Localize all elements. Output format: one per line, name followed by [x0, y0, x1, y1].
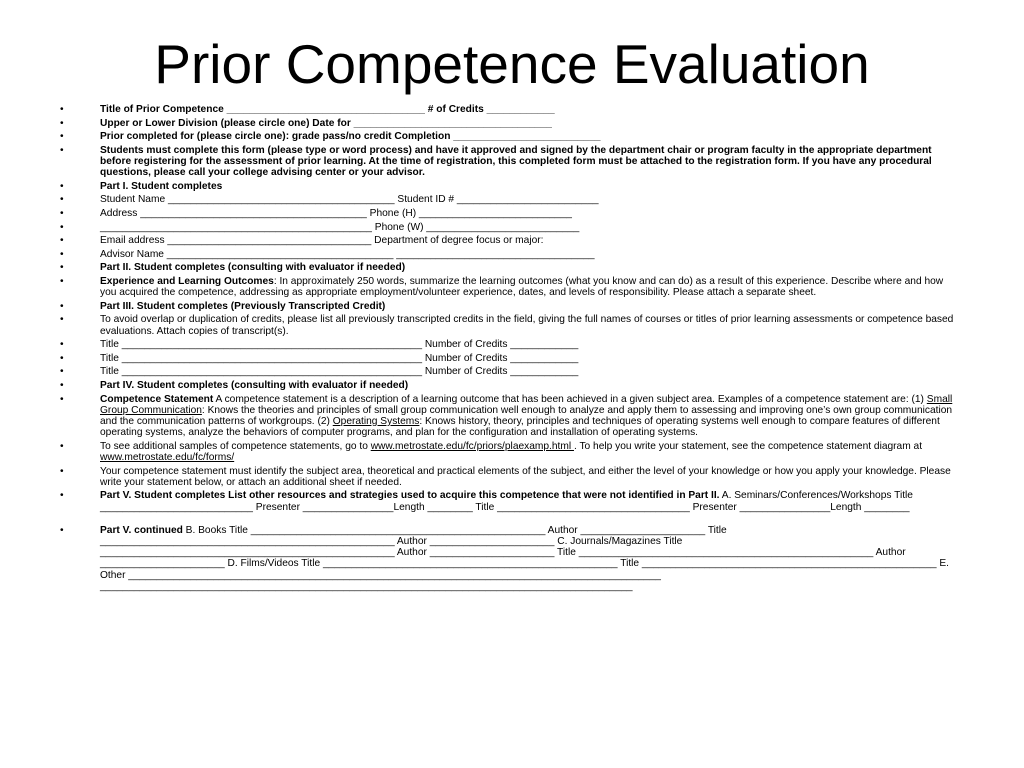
- bullet-marker: •: [60, 262, 64, 274]
- list-item: [60, 118, 962, 129]
- list-item: [60, 314, 962, 336]
- item-text: Title _____________________________________________________ Number of Credits ____________: [100, 352, 579, 364]
- item-heading: Competence Statement: [100, 393, 214, 405]
- list-item: [60, 249, 962, 260]
- list-item: [60, 490, 962, 512]
- item-text: Advisor Name ________________________________________ ___________________________________: [100, 248, 595, 260]
- item-text: Part II. Student completes (consulting with evaluator if needed): [100, 262, 406, 274]
- list-item: [60, 394, 962, 439]
- item-text: : In approximately 250 words, summarize the learning outcomes (what you know and can do) as a result of this experience. Describe where and how you acquired the competence, addressing as appropriate employment/volunteer experience, dates, and levels of responsibility. Please attach a separate sheet.: [100, 275, 944, 299]
- item-text: Title _____________________________________________________ Number of Credits ____________: [100, 366, 579, 378]
- example-term: Small Group Communication: [100, 393, 953, 416]
- list-item: [60, 208, 962, 219]
- item-text: Students must complete this form (please type or word process) and have it approved and signed by the department chair or program faculty in the appropriate department before registering for the assessment of prior learning. At the time of registration, this completed form must be attached to the registration form. If you have any procedural questions, please call your college advising center or your advisor.: [100, 144, 932, 179]
- item-text: Address ________________________________________ Phone (H) ___________________________: [100, 207, 572, 219]
- item-text: Part I. Student completes: [100, 180, 223, 192]
- bullet-marker: •: [60, 248, 64, 260]
- samples-link[interactable]: www.metrostate.edu/fc/priors/plaexamp.html: [370, 440, 574, 452]
- list-item: [60, 380, 962, 391]
- bullet-marker: •: [60, 339, 64, 351]
- list-item: [60, 339, 962, 350]
- bullet-marker: •: [60, 379, 64, 391]
- bullet-marker: •: [60, 366, 64, 378]
- list-item: [60, 276, 962, 298]
- item-text: Your competence statement must identify the subject area, theoretical and practical elements of the subject, and either the level of your knowledge or how you apply your knowledge. Please write your statement below, or attach an additional sheet if needed.: [100, 465, 951, 488]
- item-text: A competence statement is a description of a learning outcome that has been achieved in a given subject area. Examples of a competence statement are: (1): [213, 393, 927, 405]
- list-item: [60, 131, 962, 142]
- bullet-marker: •: [60, 440, 64, 452]
- item-text: Email address ____________________________________ Department of degree focus or major:: [100, 235, 544, 247]
- item-text: Part III. Student completes (Previously Transcripted Credit): [100, 300, 386, 312]
- list-item: [60, 235, 962, 246]
- bullet-marker: •: [60, 524, 64, 536]
- item-text: . To help you write your statement, see the competence statement diagram at: [573, 440, 923, 452]
- item-heading: Part V. continued: [100, 524, 183, 536]
- list-item: [60, 181, 962, 192]
- bullet-marker: •: [60, 275, 64, 287]
- item-text: ________________________________________________ Phone (W) ___________________________: [100, 221, 580, 233]
- forms-link[interactable]: www.metrostate.edu/fc/forms/: [100, 451, 235, 463]
- bullet-marker: •: [60, 490, 64, 502]
- item-text: Student Name ________________________________________ Student ID # _________________________: [100, 194, 599, 206]
- item-text: To avoid overlap or duplication of credits, please list all previously transcripted credits in the field, giving the full names of courses or titles of prior learning assessments or competence based evaluations. Attach copies of transcript(s).: [100, 314, 954, 337]
- bullet-marker: •: [60, 314, 64, 326]
- item-text: A. Seminars/Conferences/Workshops Title ___________________________ Presenter ________________Length ________ Title __________________________________ Presenter ________________Length ________: [100, 490, 913, 513]
- list-item: [60, 441, 962, 463]
- bullet-marker: •: [60, 352, 64, 364]
- bullet-marker: •: [60, 221, 64, 233]
- bullet-marker: •: [60, 465, 64, 477]
- item-text: : Knows the theories and principles of small group communication well enough to analyze and apply them to assessing and improving one’s own group communication and the communication patterns of workgroups. (2): [100, 404, 953, 427]
- item-heading: Part V. Student completes List other resources and strategies used to acquire this competence that were not identified in Part II.: [100, 490, 720, 502]
- bullet-marker: •: [60, 144, 64, 156]
- form-item-list: [60, 104, 962, 594]
- item-text: Part IV. Student completes (consulting with evaluator if needed): [100, 379, 409, 391]
- item-text: Title _____________________________________________________ Number of Credits ____________: [100, 339, 579, 351]
- bullet-marker: •: [60, 194, 64, 206]
- item-text: To see additional samples of competence statements, go to: [100, 440, 371, 452]
- list-item: [60, 194, 962, 205]
- list-item: [60, 222, 962, 233]
- list-item: [60, 301, 962, 312]
- bullet-marker: •: [60, 104, 64, 115]
- list-item: [60, 262, 962, 273]
- bullet-marker: •: [60, 300, 64, 312]
- item-text: Title of Prior Competence ___________________________________ # of Credits ____________: [100, 104, 555, 115]
- list-item: [60, 145, 962, 179]
- bullet-marker: •: [60, 235, 64, 247]
- bullet-marker: •: [60, 117, 64, 129]
- item-heading: Experience and Learning Outcomes: [100, 275, 274, 287]
- list-item: [60, 525, 962, 592]
- bullet-marker: •: [60, 131, 64, 143]
- example-term: Operating Systems: [332, 415, 420, 427]
- slide-title: Prior Competence Evaluation: [154, 33, 870, 95]
- bullet-marker: •: [60, 180, 64, 192]
- item-text: Prior completed for (please circle one): grade pass/no credit Completion __________________________: [100, 131, 601, 143]
- list-item: [60, 353, 962, 364]
- list-item: [60, 104, 962, 115]
- bullet-marker: •: [60, 207, 64, 219]
- item-text: : Knows history, theory, principles and techniques of operating systems well enough to compare features of different operating systems, analyze the behaviors of computer programs, and plan for the configuration and installation of operating systems.: [100, 415, 940, 439]
- list-item: [60, 366, 962, 377]
- item-text: Upper or Lower Division (please circle one) Date for ___________________________________: [100, 117, 552, 129]
- bullet-marker: •: [60, 393, 64, 405]
- list-item: [60, 466, 962, 488]
- item-text: B. Books Title ____________________________________________________ Author ______________________ Title ____________________________________________________ Author ______________________ C. Journals/Magazines Title ____________________________________________________ Author ______________________ Title ____________________________________________________ Author ______________________ D. Films/Videos Title ____________________________________________________ Title ____________________________________________________ E. Other ______________________________________________________________________________________________ ______________________________________________________________________________________________: [100, 524, 950, 592]
